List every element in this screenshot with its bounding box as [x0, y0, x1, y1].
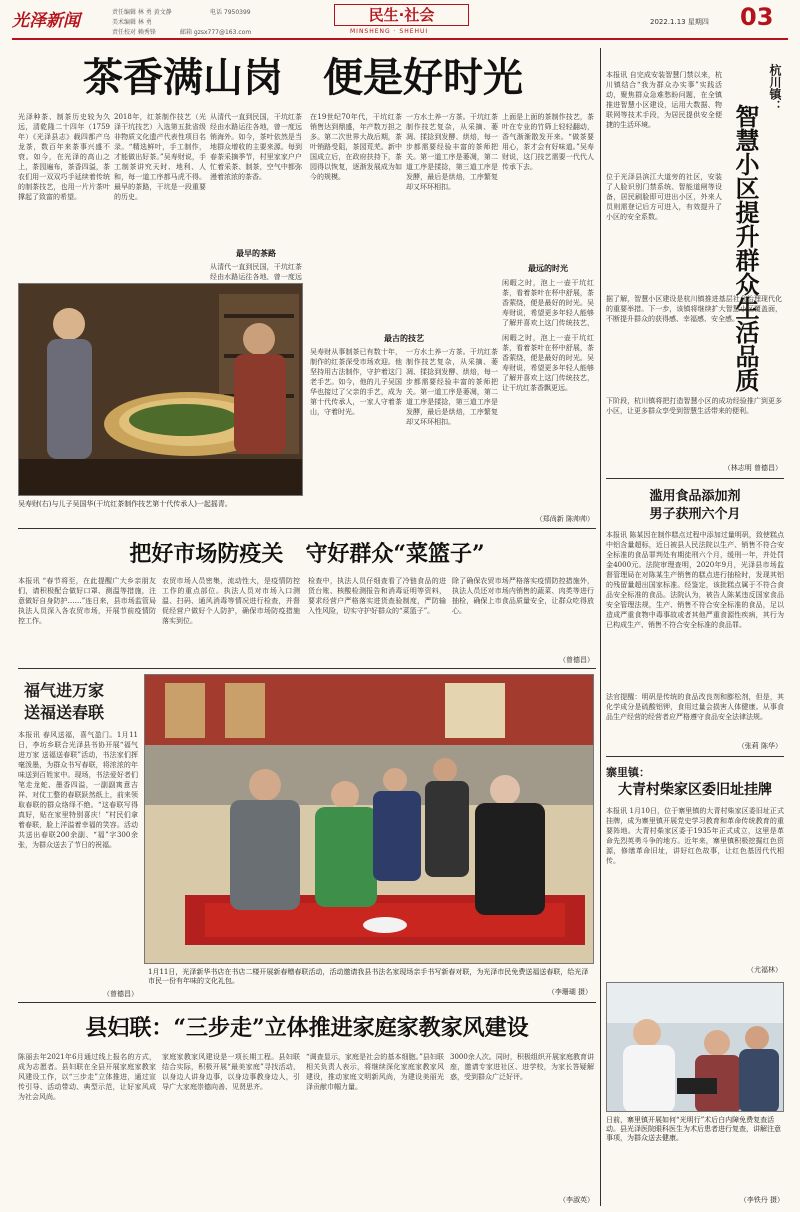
zhai-byline: （尤福林）	[747, 966, 782, 974]
tea-col3: 从清代一直到民国，干坑红茶经由水路运往各地，曾一度远销海外。如今，茶叶依然是当地群众增收的主要来源。每到春茶采摘季节，村里家家户户忙着采茶、制茶，空气中都弥漫着浓浓的茶香。	[210, 113, 302, 181]
tea-col1: 光泽种茶、制茶历史较为久远，清乾隆二十四年（1759年）《光泽县志》载四都产乌龙茶，数百年来茶事兴盛不衰。如今，在光泽的高山之上，茶园遍布，茶香四溢，茶农们用一双双巧手延续着传统的制茶技艺，也用一片片茶叶撑起了致富的希望。	[18, 113, 110, 201]
women-col2: 家庭家教家风建设是一项长期工程。县妇联结合实际，积极开展“最美家庭”寻找活动，以身边人讲身边事，以身边事教身边人，引导广大家庭崇德向善、见贤思齐。	[162, 1053, 300, 1091]
tea-col2: 2018年，红茶制作技艺（光泽干坑技艺）入选第五批省级非物质文化遗产代表性项目名录。“精选鲜叶，手工制作，才能做出好茶。”吴寿财说，手工制茶讲究天时、地利、人和，每一道工序都马虎不得。最早的茶路，干坑是一段重要的历史。	[114, 113, 206, 201]
smart-body-1: 本报讯 自完成安装智慧门禁以来，杭川镇结合“我为群众办实事”实践活动，聚焦群众急难愁盼问题，在全镇推进智慧小区建设，运用大数据、物联网等技术手段，为居民提供安全便捷的生活环境。	[606, 71, 722, 129]
tea-byline: （郑尚新 陈帅帅）	[535, 515, 594, 523]
women-col4: 3000余人次。同时，积极组织开展家庭教育讲座，邀请专家进社区、进学校，为家长答疑解惑，受到群众广泛好评。	[450, 1053, 594, 1081]
tea-photo	[18, 283, 303, 496]
tea-col4: 在19世纪70年代，干坑红茶销售达到鼎盛，年产数万担之多。第二次世界大战后期，茶叶销路受阻，茶园荒芜。新中国成立后，在政府扶持下，茶园得以恢复，逐渐发展成为如今的规模。	[310, 113, 402, 181]
masthead	[0, 0, 800, 40]
fortune-body: 本报讯 春风送福，喜气盈门。1月11日，李坊乡联合光泽县书协开展“福气进万家 送福送春联”活动，书法家们挥毫泼墨，为群众书写春联，将浓浓的年味送到百姓家中。现场，书法爱好者们笔走龙蛇、墨香四溢，一副副寓意吉祥、对仗工整的春联跃然纸上，前来领取春联的群众络绎不绝。“这春联写得真好，贴在家里特别喜庆！”村民们拿着春联，脸上洋溢着幸福的笑容。活动共送出春联200余副、“福”字300余张，为群众送去了节日的祝福。	[18, 731, 138, 849]
fortune-headline: 福气进万家 送福送春联	[24, 681, 105, 722]
tea-subhead-1: 最早的茶路	[236, 248, 276, 258]
art-credit: 美术编辑 林 勇	[112, 19, 152, 26]
divider-smart	[606, 478, 784, 479]
right-column-divider	[600, 48, 601, 1206]
page-number: 03	[740, 3, 774, 31]
fortune-byline: （曾德昌）	[103, 990, 138, 998]
women-byline: （李淑英）	[559, 1196, 594, 1204]
eye-checkup-photo	[606, 982, 784, 1112]
tea-col6: 上面是上面的茶制作技艺，茶叶在专业的竹筛上轻轻翻动，香气渐渐散发开来。“做茶要用心，茶才会有好味道。”吴寿财说，这门技艺需要一代代人传承下去。	[502, 113, 594, 171]
brand-logo: 光泽新闻	[12, 11, 80, 31]
divider-market	[18, 668, 596, 669]
email: 邮箱 gzsx777@163.com	[180, 29, 252, 36]
editor-credit: 责任编辑 林 勇 黄文静	[112, 9, 172, 16]
women-col1: 陈丽去年2021年6月通过线上报名的方式，成为志愿者。县妇联在全县开展家庭家教家风建设工作，以“三步走”立体推进，通过宣传引导、活动带动、典型示范，让好家风成为社会风尚。	[18, 1053, 156, 1101]
market-col4: 除了确保农贸市场严格落实疫情防控措施外，执法人员还对市场内销售的蔬菜、肉类等进行抽检，确保上市食品质量安全，让群众吃得放心。	[452, 577, 594, 615]
divider-women	[18, 1002, 596, 1003]
tea-photo-caption: 吴寿财(右)与儿子吴国华(干坑红茶制作技艺第十代传承人)一起摇青。	[18, 500, 232, 508]
market-byline: （曾德昌）	[559, 656, 594, 664]
calligraphy-caption: 1月11日，光泽新华书店在书店二楼开展新春赠春联活动，活动邀请我县书法名家现场亲手书写新春对联，为光泽市民免费送福送春联，给光泽市民一份有年味的文化礼包。	[148, 968, 589, 985]
divider-abuse	[606, 756, 784, 757]
masthead-rule	[12, 38, 788, 40]
zhai-kicker: 寨里镇：	[606, 766, 650, 779]
zhai-headline: 大青村柴家区委旧址挂牌	[618, 782, 772, 798]
abuse-headline: 滥用食品添加剂 男子获刑六个月	[649, 489, 741, 522]
abuse-byline: （张莉 陈华）	[737, 742, 782, 750]
women-headline: 县妇联：“三步走”立体推进家庭家教家风建设	[85, 1015, 529, 1041]
market-col1: 本报讯 “春节将至，在此提醒广大乡亲朋友们，请积极配合做好口罩、测温等措施，注意做好自身防护……”连日来，县市场监管局执法人员深入各农贸市场，开展节前疫情防控工作。	[18, 577, 156, 625]
smart-body-2: 位于光泽县滨江大道旁的社区，安装了人脸识别门禁系统、智能道闸等设备，居民刷脸即可进出小区，外来人员则需登记后方可进入，有效提升了小区的安全系数。	[606, 173, 722, 221]
smart-body-3: 据了解，智慧小区建设是杭川镇推进基层社会治理现代化的重要举措。下一步，该镇将继续扩大智慧小区覆盖面，不断提升群众的获得感、幸福感、安全感。	[606, 295, 782, 323]
issue-date: 2022.1.13 星期四	[650, 18, 709, 26]
market-col3: 检查中，执法人员仔细查看了冷链食品的进货台账、核酸检测报告和消毒证明等资料，要求经营户严格落实进货查验制度，严防输入性风险，切实守护好群众的“菜篮子”。	[308, 577, 446, 615]
tea-col7: 吴寿财从事制茶已有数十年，制作的红茶深受市场欢迎。他坚持用古法制作，守护着这门老手艺。如今，他的儿子吴国华也接过了父亲的手艺，成为第十代传承人，一家人守着茶山，守着时光。	[310, 348, 402, 416]
smart-headline-text: 智慧小区提升群众生活品质	[731, 104, 760, 392]
tea-subhead-2: 最古的技艺	[384, 333, 424, 343]
calligraphy-photo	[144, 674, 594, 964]
section-pinyin: MINSHENG · SHEHUI	[350, 28, 429, 35]
section-title: 民生·社会	[368, 6, 435, 24]
tea-col8: 闲暇之时，泡上一壶干坑红茶，看着茶叶在杯中舒展，茶香萦绕，便是最好的时光。吴寿财说，希望更多年轻人能够了解并喜欢上这门传统技艺，让干坑红茶香飘更远。	[502, 334, 594, 392]
proof-credit: 责任校对 赖秀锋	[112, 29, 156, 36]
smart-body-4: 下阶段，杭川镇将把打造智慧小区的成功经验推广到更多小区，让更多群众享受到智慧生活带来的便利。	[606, 397, 782, 415]
section-box	[334, 4, 469, 26]
market-col2: 农贸市场人员密集，流动性大，是疫情防控工作的重点部位。执法人员对市场入口测温、扫码、通风消毒等情况进行检查，并督促经营户做好个人防护，确保市场防疫措施落实到位。	[162, 577, 300, 625]
women-col3: “调查显示，家庭是社会的基本细胞。”县妇联相关负责人表示，将继续深化家庭家教家风建设，推动家庭文明新风尚，为建设美丽光泽贡献巾帼力量。	[306, 1053, 444, 1091]
smart-kicker-text: 杭川镇：	[768, 64, 782, 112]
zhai-body: 本报讯 1月10日，位于寨里镇的大青村柴家区委旧址正式挂牌，成为寨里镇开展党史学习教育和革命传统教育的重要阵地。大青村柴家区委于1935年正式成立，这里是革命先烈英勇斗争的地方。近年来，寨里镇积极挖掘红色资源，修缮革命旧址，讲好红色故事，让红色基因代代相传。	[606, 807, 784, 865]
calligraphy-credit: （李珊瑚 摄）	[547, 988, 592, 996]
smart-byline: （林志明 曾德昌）	[723, 464, 782, 472]
tea-col5: 一方水土养一方茶。干坑红茶制作技艺复杂，从采摘、萎凋、揉捻到发酵、烘焙，每一步都需要经验丰富的茶师把关。第一道工序是萎凋，第二道工序是揉捻，第三道工序是发酵，最后是烘焙，工序繁复却又环环相扣。	[406, 113, 498, 191]
tea-col3b: 从清代一直到民国，干坑红茶经由水路运往各地，曾一度远	[210, 263, 302, 280]
tea-col6b: 闲暇之时，泡上一壶干坑红茶，看着茶叶在杯中舒展，茶香萦绕，便是最好的时光。吴寿财说，希望更多年轻人能够了解并喜欢上这门传统技艺，	[502, 279, 594, 327]
abuse-body: 本报讯 陈某因在制作糕点过程中添加过量明矾，致使糕点中铝含量超标，近日被县人民法院以生产、销售不符合安全标准的食品罪判处有期徒刑六个月，缓刑一年，并处罚金4000元。法院审理查明，2020年9月，光泽县市场监督管理局在对陈某生产销售的糕点进行抽检时，发现其铝的残留量超出国家标准。经鉴定，该批糕点属于不符合食品安全标准的食品。法院认为，被告人陈某违反国家食品安全管理法规，生产、销售不符合安全标准的食品，足以造成严重食物中毒事故或者其他严重食源性疾病，其行为已构成生产、销售不符合安全标准的食品罪。	[606, 531, 784, 629]
divider-tea	[18, 528, 596, 529]
tea-col7b: 一方水土养一方茶。干坑红茶制作技艺复杂，从采摘、萎凋、揉捻到发酵、烘焙，每一步都需要经验丰富的茶师把关。第一道工序是萎凋，第二道工序是揉捻，第三道工序是发酵，最后是烘焙，工序繁复却又环环相扣。	[406, 348, 498, 426]
abuse-law-note: 法官提醒：明矾是传统的食品改良剂和膨松剂，但是，其化学成分是硫酸铝钾，食用过量会损害人体健康。从事食品生产经营的经营者应严格遵守食品安全法律法规。	[606, 693, 784, 721]
market-headline: 把好市场防疫关 守好群众“菜篮子”	[129, 541, 485, 567]
smart-kicker	[766, 64, 782, 112]
phone: 电话 7950399	[210, 9, 251, 16]
tea-subhead-3: 最远的时光	[528, 263, 568, 273]
tea-headline: 茶香满山岗 便是好时光	[83, 54, 523, 101]
eye-checkup-caption: 日前，寨里镇开展如何“光明行”术后白内障免费复查活动。县光泽医院眼科医生为术后患者进行复查，讲解注意事项，为群众送去健康。	[606, 1116, 781, 1142]
eye-checkup-byline: （李铁丹 摄）	[739, 1196, 784, 1204]
